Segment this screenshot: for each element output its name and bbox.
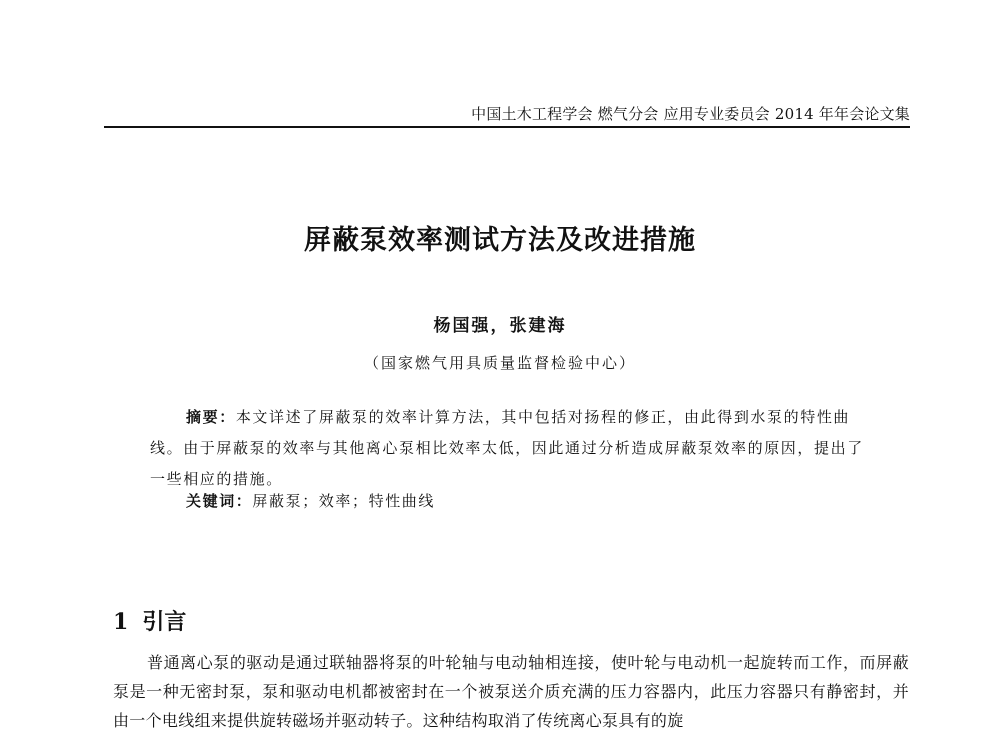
authors: 杨国强，张建海 xyxy=(433,316,567,336)
abstract-text: 本文详述了屏蔽泵的效率计算方法，其中包括对扬程的修正，由此得到水泵的特性曲线。由于屏蔽泵的效率与其他离心泵相比效率太低，因此通过分析造成屏蔽泵效率的原因，提出了一些相应的措施。 xyxy=(150,408,864,488)
section-heading xyxy=(113,605,186,636)
abstract xyxy=(150,402,876,495)
header-rule xyxy=(104,126,910,128)
section-title: 引言 xyxy=(142,610,187,635)
paper-title: 屏蔽泵效率测试方法及改进措施 xyxy=(304,225,696,256)
keywords xyxy=(186,490,435,511)
affiliation: （国家燃气用具质量监督检验中心） xyxy=(363,354,636,372)
keywords-label: 关键词： xyxy=(186,492,253,510)
running-header: 中国土木工程学会 燃气分会 应用专业委员会 2014 年年会论文集 xyxy=(471,105,910,123)
abstract-label: 摘要： xyxy=(186,408,236,426)
body-paragraph: 普通离心泵的驱动是通过联轴器将泵的叶轮轴与电动轴相连接，使叶轮与电动机一起旋转而工作，而屏蔽泵是一种无密封泵，泵和驱动电机都被密封在一个被泵送介质充满的压力容器内，此压力容器只有静密封，并由一个电线组来提供旋转磁场并驱动转子。这种结构取消了传统离心泵具有的旋 xyxy=(113,653,909,730)
section-number: 1 xyxy=(113,609,129,635)
keywords-text: 屏蔽泵；效率；特性曲线 xyxy=(252,492,436,510)
